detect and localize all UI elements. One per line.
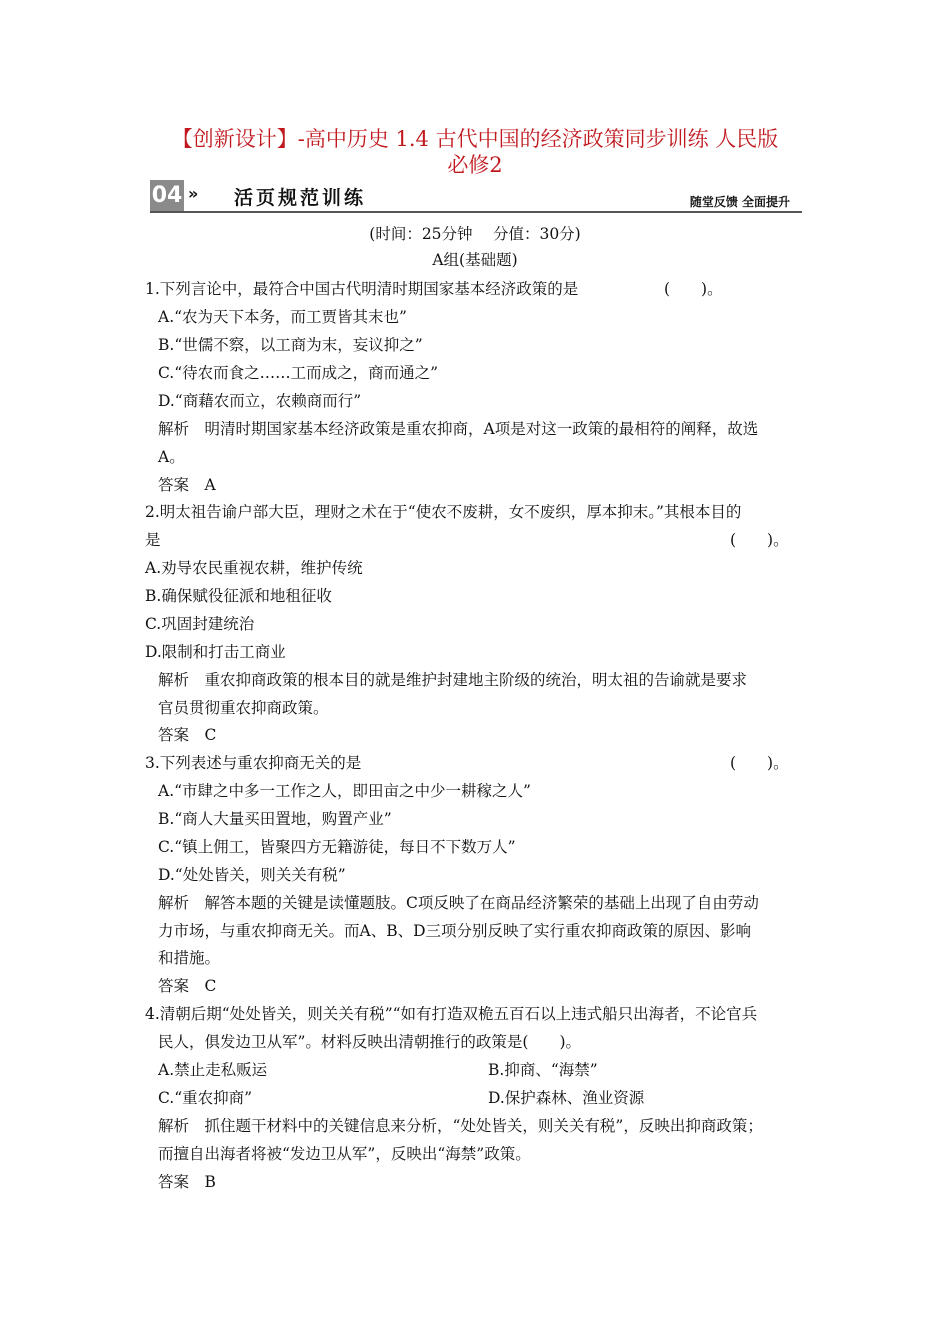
q1-option-d: D.“商藉农而立，农赖商而行” <box>158 392 362 410</box>
q4-answer: 答案 B <box>158 1173 216 1191</box>
q4-option-c: C.“重农抑商” <box>158 1089 253 1107</box>
q1-option-a: A.“农为天下本务，而工贾皆其末也” <box>158 308 407 326</box>
q2-answer-blank: ( )。 <box>730 531 789 549</box>
q1-analysis: 解析 明清时期国家基本经济政策是重农抑商，A项是对这一政策的最相符的阐释，故选 <box>158 420 759 438</box>
q3-option-c: C.“镇上佣工，皆聚四方无籍游徒，每日不下数万人” <box>158 838 516 856</box>
q1-stem: 1.下列言论中，最符合中国古代明清时期国家基本经济政策的是 <box>145 280 579 298</box>
section-label: 活页规范训练 <box>234 187 367 209</box>
q1-answer-blank: ( )。 <box>664 280 723 298</box>
q2-answer: 答案 C <box>158 726 217 744</box>
q4-stem: 4.清朝后期“处处皆关，则关关有税”“如有打造双桅五百石以上违式船只出海者，不论官兵 <box>145 1005 758 1023</box>
q2-stem: 2.明太祖告谕户部大臣，理财之术在于“使农不废耕，女不废织，厚本抑末。”其根本目的 <box>145 503 742 521</box>
q3-option-b: B.“商人大量买田置地，购置产业” <box>158 810 392 828</box>
q1-answer: 答案 A <box>158 476 216 494</box>
time-info: (时间：25分钟 分值：30分) <box>369 225 581 243</box>
document-title-line1: 【创新设计】-高中历史 1.4 古代中国的经济政策同步训练 人民版 <box>171 127 779 151</box>
q3-analysis-end: 和措施。 <box>158 949 221 967</box>
q4-option-d: D.保护森林、渔业资源 <box>488 1089 645 1107</box>
banner-rule <box>150 211 802 213</box>
q2-analysis-cont: 官员贯彻重农抑商政策。 <box>158 699 329 717</box>
q3-analysis-cont: 力市场，与重农抑商无关。而A、B、D三项分别反映了实行重农抑商政策的原因、影响 <box>158 922 752 940</box>
double-arrow-icon: » <box>188 184 199 203</box>
q1-analysis-cont: A。 <box>158 448 185 466</box>
q3-option-d: D.“处处皆关，则关关有税” <box>158 866 346 884</box>
section-number: 04 <box>150 180 184 212</box>
section-banner <box>150 180 802 213</box>
q1-option-c: C.“待农而食之……工而成之，商而通之” <box>158 364 439 382</box>
q3-answer: 答案 C <box>158 977 217 995</box>
q2-option-c: C.巩固封建统治 <box>145 615 255 633</box>
q4-analysis-cont: 而擅自出海者将被“发边卫从军”，反映出“海禁”政策。 <box>158 1145 531 1163</box>
q2-stem-cont: 是 <box>145 531 161 549</box>
q4-option-b: B.抑商、“海禁” <box>488 1061 598 1079</box>
q2-option-d: D.限制和打击工商业 <box>145 643 286 661</box>
q1-option-b: B.“世儒不察，以工商为末，妄议抑之” <box>158 336 423 354</box>
group-heading: A组(基础题) <box>432 251 518 269</box>
q3-stem: 3.下列表述与重农抑商无关的是 <box>145 754 362 772</box>
section-tagline: 随堂反馈 全面提升 <box>689 195 790 209</box>
q2-option-b: B.确保赋役征派和地租征收 <box>145 587 332 605</box>
q3-answer-blank: ( )。 <box>730 754 789 772</box>
q4-option-a: A.禁止走私贩运 <box>158 1061 268 1079</box>
document-title-line2: 必修2 <box>447 153 503 177</box>
q4-analysis: 解析 抓住题干材料中的关键信息来分析，“处处皆关，则关关有税”，反映出抑商政策； <box>158 1117 763 1135</box>
q2-analysis: 解析 重农抑商政策的根本目的就是维护封建地主阶级的统治，明太祖的告谕就是要求 <box>158 671 748 689</box>
q3-option-a: A.“市肆之中多一工作之人，即田亩之中少一耕稼之人” <box>158 782 531 800</box>
q2-option-a: A.劝导农民重视农耕，维护传统 <box>145 559 363 577</box>
q4-stem-cont: 民人，俱发边卫从军”。材料反映出清朝推行的政策是( )。 <box>158 1033 582 1051</box>
q3-analysis: 解析 解答本题的关键是读懂题肢。C项反映了在商品经济繁荣的基础上出现了自由劳动 <box>158 894 759 912</box>
